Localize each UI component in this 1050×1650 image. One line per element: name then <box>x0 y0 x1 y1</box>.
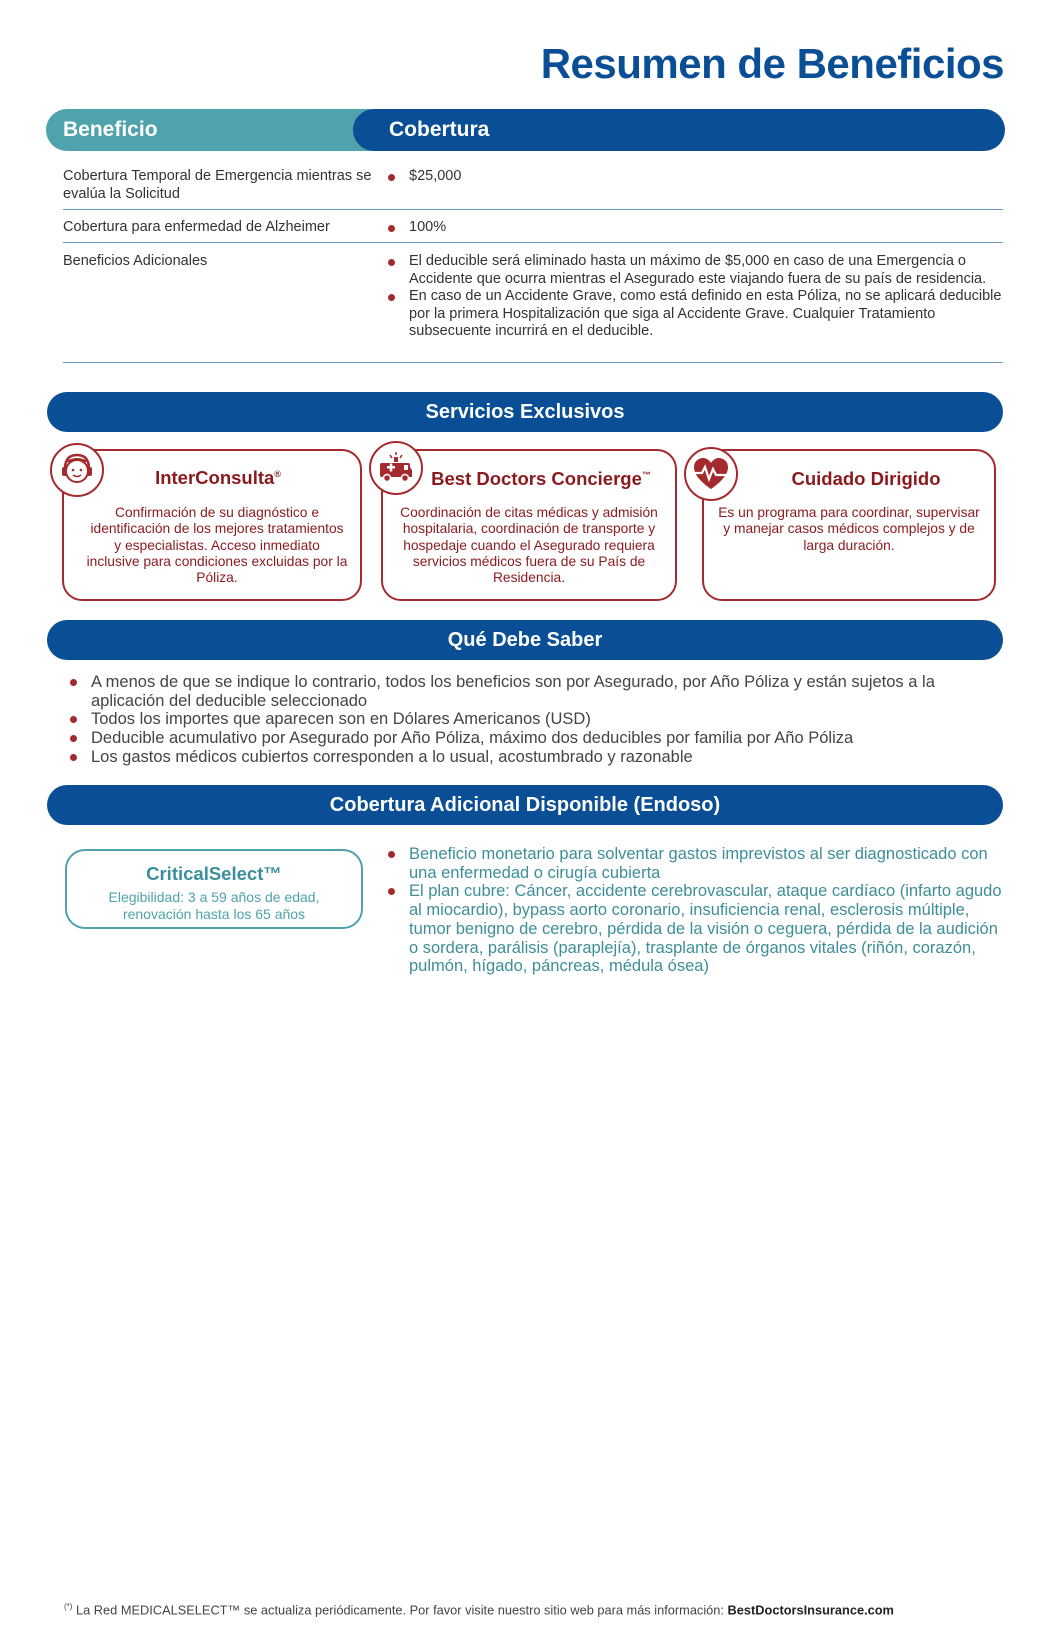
benefits-table-header <box>46 109 1005 151</box>
column-header-coverage: Cobertura <box>353 109 1005 151</box>
service-card-concierge <box>381 449 677 601</box>
divider <box>63 209 1003 210</box>
know-list <box>91 673 1011 767</box>
section-heading-know: Qué Debe Saber <box>47 620 1003 660</box>
section-heading-endorsement: Cobertura Adicional Disponible (Endoso) <box>47 785 1003 825</box>
list-item: Deducible acumulativo por Asegurado por Año Póliza, máximo dos deducibles por familia por Año Póliza <box>91 729 1011 748</box>
heart-pulse-icon <box>684 447 738 501</box>
list-item: Los gastos médicos cubiertos corresponden a lo usual, acostumbrado y razonable <box>91 748 1011 767</box>
service-card-directed-care <box>702 449 996 601</box>
coverage-value: $25,000 <box>409 168 1003 186</box>
footer-text: La Red MEDICALSELECT™ se actualiza periódicamente. Por favor visite nuestro sitio web para más información: <box>76 1602 728 1618</box>
service-description: Es un programa para coordinar, supervisar y manejar casos médicos complejos y de larga duración. <box>718 505 980 553</box>
list-item: Beneficio monetario para solventar gastos imprevistos al ser diagnosticado con una enfermedad o cirugía cubierta <box>409 845 1009 882</box>
coverage-value: El deducible será eliminado hasta un máximo de $5,000 en caso de una Emergencia o Accidente que ocurra mientras el Asegurado este viajando fuera de su país de residencia. <box>409 253 1003 288</box>
service-title: Cuidado Dirigido <box>791 468 941 489</box>
trademark: ™ <box>641 469 651 480</box>
coverage-value: En caso de un Accidente Grave, como está definido en esta Póliza, no se aplicará deducible por la primera Hospitalización que siga al Accidente Grave. Cualquier Tratamiento subsecuente incurrirá en el deducible. <box>409 288 1002 339</box>
divider <box>63 242 1003 243</box>
benefit-label: Beneficios Adicionales <box>63 253 208 269</box>
footnote-mark: (*) <box>64 1602 73 1611</box>
website-link[interactable]: BestDoctorsInsurance.com <box>727 1602 894 1618</box>
column-header-benefit: Beneficio <box>46 109 386 151</box>
coverage-value: 100% <box>409 219 1003 237</box>
section-heading-services: Servicios Exclusivos <box>47 392 1003 432</box>
eligibility-text: Elegibilidad: 3 a 59 años de edad, renovación hasta los 65 años <box>108 889 320 922</box>
service-card-interconsulta <box>62 449 362 601</box>
list-item: Todos los importes que aparecen son en Dólares Americanos (USD) <box>91 710 1011 729</box>
list-item: A menos de que se indique lo contrario, todos los beneficios son por Asegurado, por Año Póliza y están sujetos a la aplicación del deducible seleccionado <box>91 673 1011 710</box>
footer-note <box>64 1602 894 1617</box>
service-title: InterConsulta <box>155 467 275 488</box>
service-description: Coordinación de citas médicas y admisión hospitalaria, coordinación de transporte y hospedaje cuando el Asegurado requiera servicios médicos fuera de su País de Residencia. <box>400 505 658 586</box>
benefit-label: Cobertura Temporal de Emergencia mientras se evalúa la Solicitud <box>63 168 372 202</box>
headset-doctor-icon <box>50 443 104 497</box>
list-item: El plan cubre: Cáncer, accidente cerebrovascular, ataque cardíaco (infarto agudo al miocardio), bypass aorto coronario, insuficiencia renal, esclerosis múltiple, tumor benigno de cerebro, pérdida de la visión o ceguera, pérdida de la audición o sordera, parálisis (paraplejía), trasplante de órganos vitales (riñón, corazón, pulmón, hígado, páncreas, médula ósea) <box>409 882 1009 976</box>
ambulance-icon <box>369 441 423 495</box>
service-title: Best Doctors Concierge <box>431 468 642 489</box>
registered-mark: ® <box>274 468 281 479</box>
benefit-label: Cobertura para enfermedad de Alzheimer <box>63 219 330 235</box>
page-title: Resumen de Beneficios <box>540 40 1004 87</box>
service-description: Confirmación de su diagnóstico e identificación de los mejores tratamientos y especialistas. Acceso inmediato inclusive para condiciones excluidas por la Póliza. <box>86 505 348 586</box>
divider <box>63 362 1003 363</box>
criticalselect-card <box>65 849 363 929</box>
endorsement-list <box>409 845 1009 976</box>
criticalselect-title: CriticalSelect™ <box>146 863 282 884</box>
